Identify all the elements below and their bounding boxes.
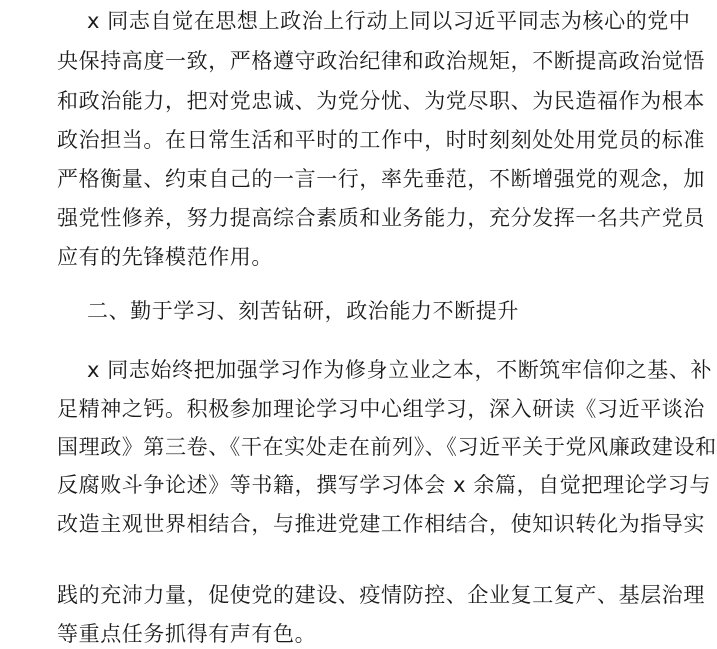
- paragraph-line: 足精神之钙。积极参加理论学习中心组学习，深入研读《习近平谈治: [57, 397, 705, 421]
- paragraph-line: 践的充沛力量，促使党的建设、疫情防控、企业复工复产、基层治理: [57, 583, 705, 607]
- paragraph-line: 等重点任务抓得有声有色。: [57, 622, 317, 646]
- section-heading: 二、勤于学习、刻苦钻研，政治能力不断提升: [87, 299, 519, 323]
- paragraph-line: 应有的先锋模范作用。: [57, 245, 273, 269]
- paragraph-line: x 同志始终把加强学习作为修身立业之本，不断筑牢信仰之基、补: [87, 358, 713, 382]
- paragraph-line: 和政治能力，把对党忠诚、为党分忧、为党尽职、为民造福作为根本: [57, 89, 705, 113]
- paragraph-line: 严格衡量、约束自己的一言一行，率先垂范，不断增强党的观念，加: [57, 167, 705, 191]
- paragraph-line: 改造主观世界相结合，与推进党建工作相结合，使知识转化为指导实: [57, 512, 705, 536]
- paragraph-line: 强党性修养，努力提高综合素质和业务能力，充分发挥一名共产党员: [57, 206, 705, 230]
- paragraph-line: 国理政》第三卷、《干在实处走在前列》、《习近平关于党风廉政建设和: [57, 435, 717, 459]
- paragraph-line: 央保持高度一致，严格遵守政治纪律和政治规矩，不断提高政治觉悟: [57, 49, 705, 73]
- paragraph-line: 政治担当。在日常生活和平时的工作中，时时刻刻处处用党员的标准: [57, 128, 705, 152]
- paragraph-line: 反腐败斗争论述》等书籍，撰写学习体会 x 余篇，自觉把理论学习与: [57, 473, 711, 497]
- paragraph-line: x 同志自觉在思想上政治上行动上同以习近平同志为核心的党中: [87, 9, 691, 33]
